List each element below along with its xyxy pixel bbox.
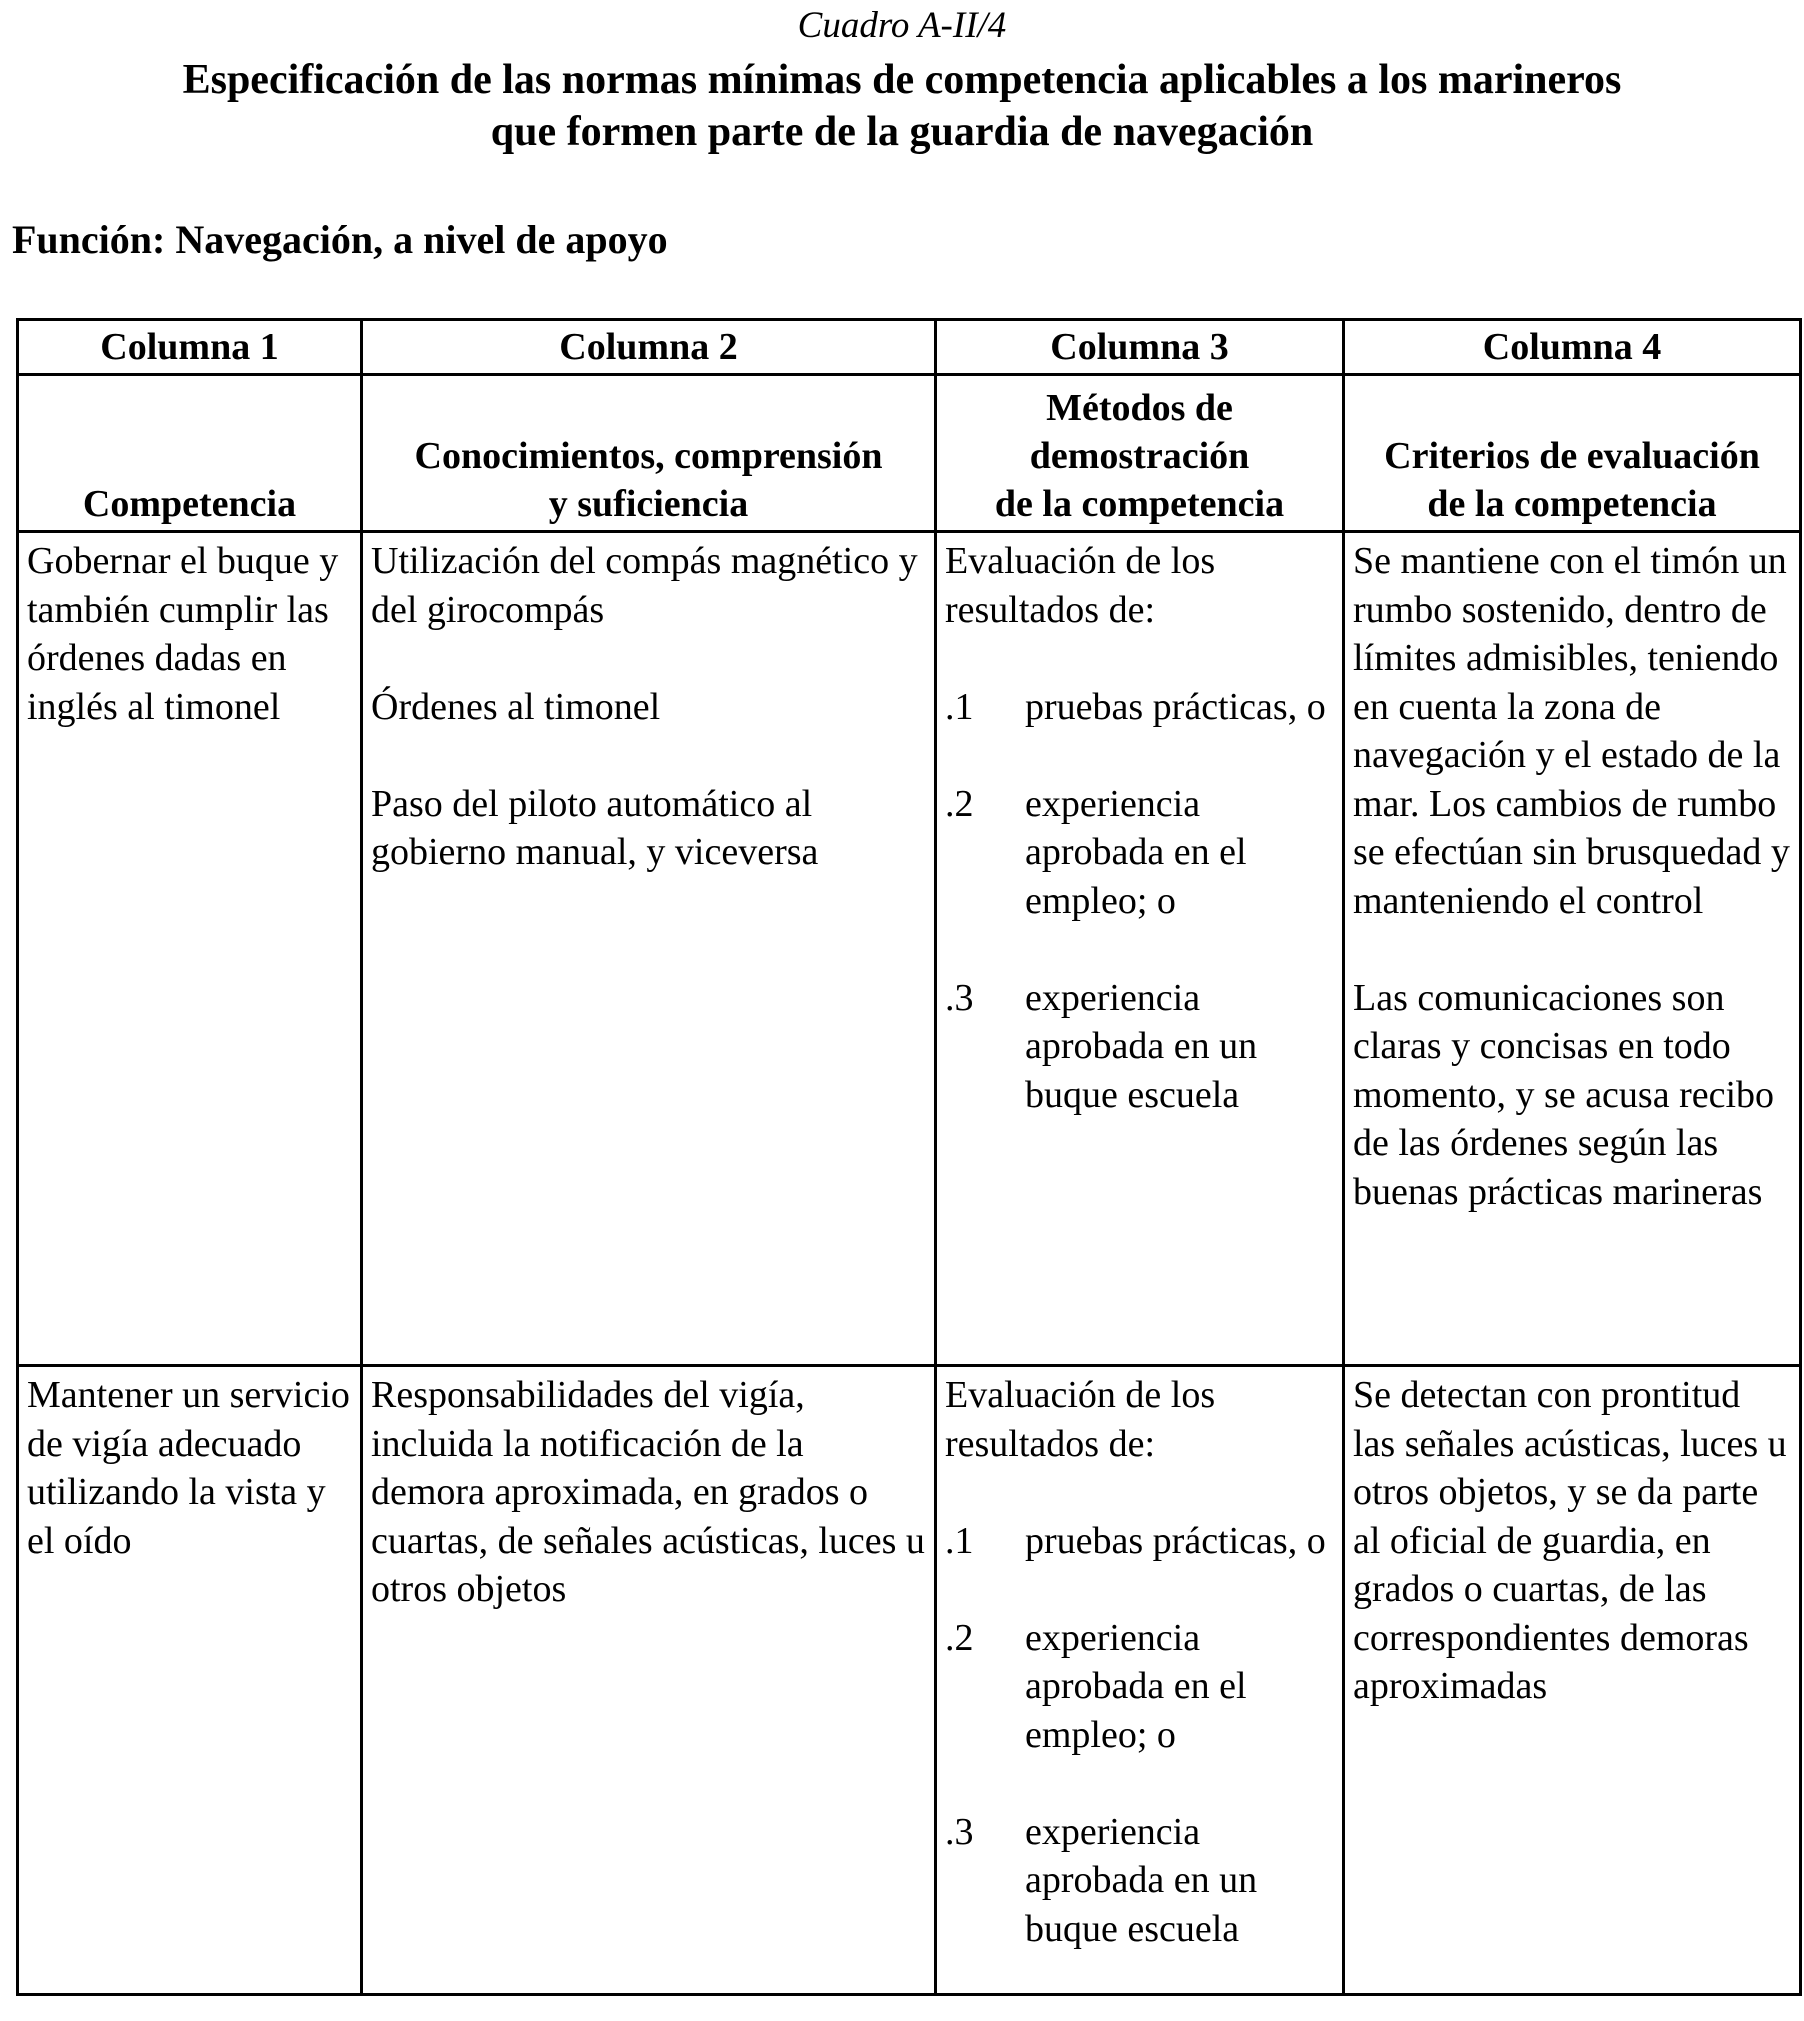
title-line-1: Especificación de las normas mínimas de competencia aplicables a los marineros <box>182 57 1622 103</box>
header-metodos-line-3: de la competencia <box>994 483 1285 525</box>
criterios-cell <box>1344 532 1801 1366</box>
competencia-text: Gobernar el buque y también cumplir las órdenes dadas en inglés al timonel <box>27 540 339 728</box>
column-title-3: Columna 3 <box>936 320 1344 375</box>
function-heading: Función: Navegación, a nivel de apoyo <box>12 217 668 262</box>
metodo-item <box>945 974 1334 1120</box>
metodo-text: pruebas prácticas, o <box>1025 1519 1326 1562</box>
column-header-row <box>18 375 1801 532</box>
metodo-number: .1 <box>945 1519 974 1562</box>
header-criterios-line-1: Criterios de evaluación <box>1384 435 1760 477</box>
metodo-text: pruebas prácticas, o <box>1025 685 1326 728</box>
metodo-number: .1 <box>945 685 974 728</box>
document-title <box>60 54 1744 158</box>
table-caption: Cuadro A-II/4 <box>797 5 1007 46</box>
criterios-cell <box>1344 1366 1801 1995</box>
criterio-item: Las comunicaciones son claras y concisas en todo momento, y se acusa recibo de las órdenes según las buenas prácticas marineras <box>1353 976 1775 1213</box>
header-metodos <box>936 375 1344 532</box>
metodos-intro: Evaluación de los resultados de: <box>945 1374 1216 1465</box>
column-title-2: Columna 2 <box>362 320 936 375</box>
header-conocimientos-line-1: Conocimientos, comprensión <box>414 435 883 477</box>
conocimiento-item: Responsabilidades del vigía, incluida la notificación de la demora aproximada, en grados o cuartas, de señales acústicas, luces u otros objetos <box>371 1374 925 1610</box>
metodo-item <box>945 1517 1334 1566</box>
header-criterios <box>1344 375 1801 532</box>
table-row <box>18 1366 1801 1995</box>
competencia-cell <box>18 532 362 1366</box>
column-number-row <box>18 320 1801 375</box>
metodo-text: experiencia aprobada en el empleo; o <box>1025 782 1247 922</box>
metodo-text: experiencia aprobada en el empleo; o <box>1025 1616 1247 1756</box>
header-criterios-line-2: de la competencia <box>1427 483 1717 525</box>
metodo-number: .3 <box>945 976 974 1019</box>
metodo-item <box>945 780 1334 926</box>
table-row <box>18 532 1801 1366</box>
conocimientos-cell <box>362 532 936 1366</box>
criterio-item: Se mantiene con el timón un rumbo sostenido, dentro de límites admisibles, teniendo en cuenta la zona de navegación y el estado de la mar. Los cambios de rumbo se efectúan sin brusquedad y manteniendo el control <box>1353 540 1790 922</box>
metodo-text: experiencia aprobada en un buque escuela <box>1025 976 1258 1116</box>
competence-table <box>16 318 1802 1996</box>
column-title-4: Columna 4 <box>1344 320 1801 375</box>
metodo-number: .2 <box>945 782 974 825</box>
metodos-intro: Evaluación de los resultados de: <box>945 540 1216 631</box>
conocimientos-cell <box>362 1366 936 1995</box>
header-conocimientos-line-2: y suficiencia <box>548 483 749 525</box>
conocimiento-item: Paso del piloto automático al gobierno manual, y viceversa <box>371 782 819 873</box>
metodo-text: experiencia aprobada en un buque escuela <box>1025 1810 1258 1950</box>
column-title-1: Columna 1 <box>18 320 362 375</box>
metodo-number: .3 <box>945 1810 974 1853</box>
header-conocimientos <box>362 375 936 532</box>
metodo-item <box>945 1614 1334 1760</box>
header-metodos-line-1: Métodos de <box>1046 387 1233 429</box>
metodo-number: .2 <box>945 1616 974 1659</box>
metodos-cell <box>936 532 1344 1366</box>
header-metodos-line-2: demostración <box>1029 435 1250 477</box>
title-line-2: que formen parte de la guardia de navegación <box>490 109 1314 155</box>
header-competencia <box>18 375 362 532</box>
metodo-item <box>945 683 1334 732</box>
criterio-item: Se detectan con prontitud las señales acústicas, luces u otros objetos, y se da parte al oficial de guardia, en grados o cuartas, de las correspondientes demoras aproximadas <box>1353 1374 1787 1707</box>
competencia-text: Mantener un servicio de vigía adecuado utilizando la vista y el oído <box>27 1374 350 1562</box>
conocimiento-item: Órdenes al timonel <box>371 685 661 728</box>
header-competencia-text: Competencia <box>82 483 297 525</box>
metodos-cell <box>936 1366 1344 1995</box>
metodo-item <box>945 1808 1334 1954</box>
competencia-cell <box>18 1366 362 1995</box>
conocimiento-item: Utilización del compás magnético y del girocompás <box>371 540 918 631</box>
